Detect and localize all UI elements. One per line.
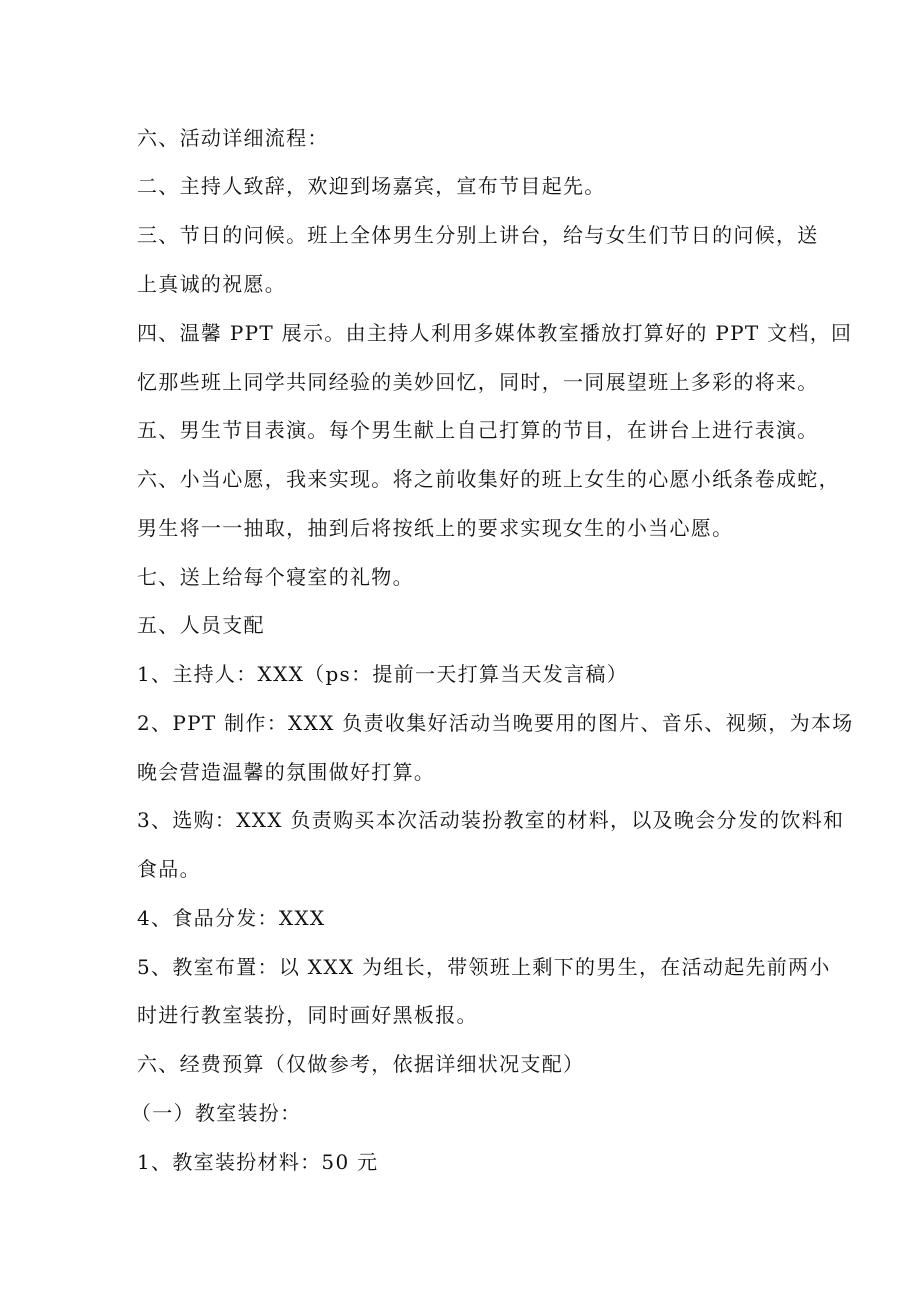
text-line: 4、食品分发：XXX xyxy=(137,906,326,930)
text-line: 1、主持人：XXX（ps：提前一天打算当天发言稿） xyxy=(137,662,629,686)
text-line: 5、教室布置：以 XXX 为组长，带领班上剩下的男生，在活动起先前两小 xyxy=(137,955,831,979)
text-line: 晚会营造温馨的氛围做好打算。 xyxy=(137,760,436,784)
text-line: 五、男生节目表演。每个男生献上自己打算的节目，在讲台上进行表演。 xyxy=(137,418,819,442)
text-line: 3、选购：XXX 负责购买本次活动装扮教室的材料，以及晚会分发的饮料和 xyxy=(137,808,845,832)
text-line: 二、主持人致辞，欢迎到场嘉宾，宣布节目起先。 xyxy=(137,174,606,198)
text-line: 食品。 xyxy=(137,857,201,881)
section-heading: 五、人员支配 xyxy=(137,613,265,637)
text-line: 1、教室装扮材料：50 元 xyxy=(137,1150,379,1174)
subsection-heading: （一）教室装扮： xyxy=(131,1101,302,1125)
text-line: 七、送上给每个寝室的礼物。 xyxy=(137,565,414,589)
text-line: 三、节日的问候。班上全体男生分别上讲台，给与女生们节日的问候，送 xyxy=(137,223,819,247)
text-line: 男生将一一抽取，抽到后将按纸上的要求实现女生的小当心愿。 xyxy=(137,516,734,540)
section-heading: 六、经费预算（仅做参考，依据详细状况支配） xyxy=(137,1052,585,1076)
text-line: 2、PPT 制作：XXX 负责收集好活动当晚要用的图片、音乐、视频，为本场 xyxy=(137,711,854,735)
text-line: 时进行教室装扮，同时画好黑板报。 xyxy=(137,1003,478,1027)
text-line: 上真诚的祝愿。 xyxy=(137,272,287,296)
text-line: 四、温馨 PPT 展示。由主持人利用多媒体教室播放打算好的 PPT 文档，回 xyxy=(137,321,853,345)
text-line: 忆那些班上同学共同经验的美妙回忆，同时，一同展望班上多彩的将来。 xyxy=(137,370,819,394)
text-line: 六、活动详细流程： xyxy=(137,126,329,150)
text-line: 六、小当心愿，我来实现。将之前收集好的班上女生的心愿小纸条卷成蛇， xyxy=(137,467,840,491)
